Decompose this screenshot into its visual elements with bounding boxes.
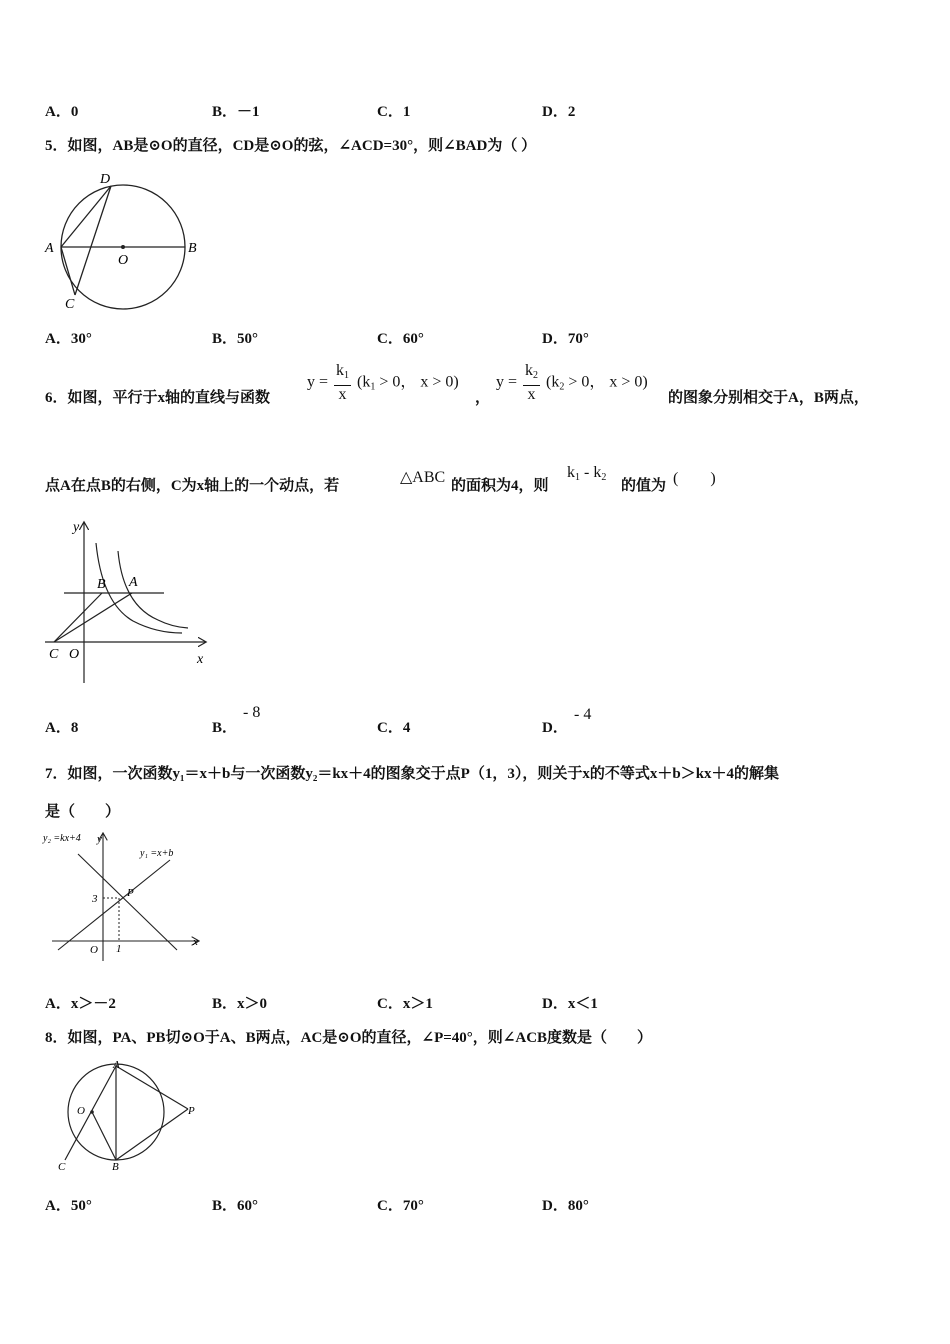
- q6-f2-lhs: y =: [496, 373, 518, 391]
- q6-figure: [40, 515, 215, 690]
- q5-label-a: A: [45, 241, 54, 256]
- q6-stem-part1: 6．如图，平行于x轴的直线与函数: [45, 390, 271, 406]
- q8-option-c: C．70°: [377, 1198, 424, 1214]
- q5-label-c: C: [65, 297, 75, 312]
- q8-center-dot: [90, 1110, 94, 1114]
- q6-option-d: D．: [542, 720, 568, 736]
- q6-expr-k2-sub: 2: [601, 472, 607, 483]
- q6-f1-num: k: [336, 362, 345, 379]
- q5-label-o: O: [118, 253, 129, 268]
- q7-line-y1: [58, 860, 170, 950]
- q5-chord-ac: [61, 247, 75, 295]
- q8-label-o: O: [77, 1105, 85, 1117]
- q6-label-a: A: [129, 575, 138, 590]
- q5-stem: 5．如图，AB是⊙O的直径，CD是⊙O的弦，∠ACD=30°，则∠BAD为（ ）: [45, 138, 537, 154]
- q8-option-a: A．50°: [45, 1198, 92, 1214]
- q7-label-p: P: [127, 887, 134, 899]
- q5-figure: [40, 168, 210, 313]
- q6-expr-k1-sub: 1: [575, 472, 580, 483]
- q6-line2-part3: 的值为: [621, 478, 667, 494]
- q6-label-x: x: [197, 652, 204, 667]
- q8-stem: 8．如图，PA、PB切⊙O于A、B两点，AC是⊙O的直径，∠P=40°，则∠ACB度数是（ ）: [45, 1030, 653, 1046]
- q5-option-b: B．50°: [212, 331, 259, 347]
- q6-stem-part2: 的图象分别相交于A，B两点，: [668, 390, 869, 406]
- q6-label-y: y: [73, 520, 80, 535]
- q6-option-b: B．: [212, 720, 238, 736]
- q8-option-b: B．60°: [212, 1198, 259, 1214]
- q6-f1-num-sub: 1: [344, 370, 350, 381]
- q7-label-1: 1: [116, 943, 122, 955]
- q6-expr-minus: - k: [580, 464, 602, 481]
- q7-label-y2: y₂ =kx+4: [43, 833, 81, 844]
- q6-expression: [567, 464, 606, 483]
- q6-line2-part2: 的面积为4，则: [451, 478, 549, 494]
- q7-option-c: C．x＞1: [377, 996, 433, 1012]
- q6-f2-den: x: [527, 386, 536, 403]
- q6-curve-k2: [96, 543, 182, 633]
- q8-tangent-pa: [116, 1066, 188, 1109]
- q6-function-2: [496, 362, 648, 404]
- q6-blank: ( ): [673, 470, 716, 487]
- q7-label-y: y: [97, 833, 102, 845]
- q7-label-x: x: [193, 936, 198, 948]
- q7-option-d: D．x＜1: [542, 996, 598, 1012]
- q6-option-a: A．8: [45, 720, 79, 736]
- q6-f1-lhs: y =: [307, 373, 329, 391]
- q6-f2-num: k: [525, 362, 534, 379]
- q4-option-a: A．0: [45, 104, 79, 120]
- q6-f2-cond-open: (k: [546, 373, 560, 391]
- q8-figure: [40, 1056, 210, 1176]
- q6-expr-k1: k: [567, 464, 575, 481]
- q6-f1-cond-sub: 1: [370, 381, 376, 393]
- q8-radius-ob: [92, 1112, 116, 1160]
- q6-option-d-math: - 4: [574, 706, 592, 723]
- q7-stem-line1: 7．如图，一次函数y₁＝x＋b与一次函数y₂＝kx＋4的图象交于点P（1，3），则关于x的不等式x＋b＞kx＋4的解集: [45, 766, 780, 782]
- q6-f1-fraction: [334, 362, 351, 404]
- q6-separator: ，: [475, 390, 491, 406]
- q6-label-o: O: [69, 647, 80, 662]
- q7-label-3: 3: [92, 893, 98, 905]
- q5-label-d: D: [100, 172, 111, 187]
- q8-option-d: D．80°: [542, 1198, 589, 1214]
- q6-option-b-math: - 8: [243, 704, 261, 721]
- q8-label-a: A: [113, 1059, 120, 1071]
- q6-function-1: [307, 362, 459, 404]
- q6-segment-cb: [54, 593, 102, 642]
- q6-f1-cond-open: (k: [357, 373, 371, 391]
- q6-triangle: △ABC: [400, 469, 446, 486]
- q8-label-b: B: [112, 1161, 119, 1173]
- q7-option-b: B．x＞0: [212, 996, 268, 1012]
- q4-option-c: C．1: [377, 104, 411, 120]
- q5-label-b: B: [188, 241, 197, 256]
- q6-f2-cond-sub: 2: [559, 381, 565, 393]
- q6-f2-cond-rest: > 0， x > 0): [564, 373, 648, 391]
- q8-tangent-pb: [116, 1109, 188, 1160]
- q8-label-c: C: [58, 1161, 66, 1173]
- q6-line2-part1: 点A在点B的右侧，C为x轴上的一个动点，若: [45, 478, 340, 494]
- q6-f2-num-sub: 2: [533, 370, 539, 381]
- q6-segment-ca: [54, 593, 132, 642]
- q6-label-b: B: [97, 577, 106, 592]
- q6-label-c: C: [49, 647, 59, 662]
- q7-option-a: A．x＞－2: [45, 996, 116, 1012]
- q6-f1-cond-rest: > 0， x > 0): [375, 373, 459, 391]
- q5-option-c: C．60°: [377, 331, 424, 347]
- q5-center-dot: [121, 245, 125, 249]
- q7-label-o: O: [90, 944, 98, 956]
- q6-option-c: C．4: [377, 720, 411, 736]
- q6-f1-den: x: [338, 386, 347, 403]
- q4-option-b: B．－1: [212, 104, 260, 120]
- q7-stem-line2: 是（ ）: [45, 804, 121, 820]
- q7-label-y1: y₁ =x+b: [140, 848, 174, 859]
- q5-option-d: D．70°: [542, 331, 589, 347]
- q5-option-a: A．30°: [45, 331, 92, 347]
- q7-figure: [40, 826, 210, 966]
- q4-option-d: D．2: [542, 104, 576, 120]
- q6-f2-fraction: [523, 362, 540, 404]
- q8-label-p: P: [188, 1105, 195, 1117]
